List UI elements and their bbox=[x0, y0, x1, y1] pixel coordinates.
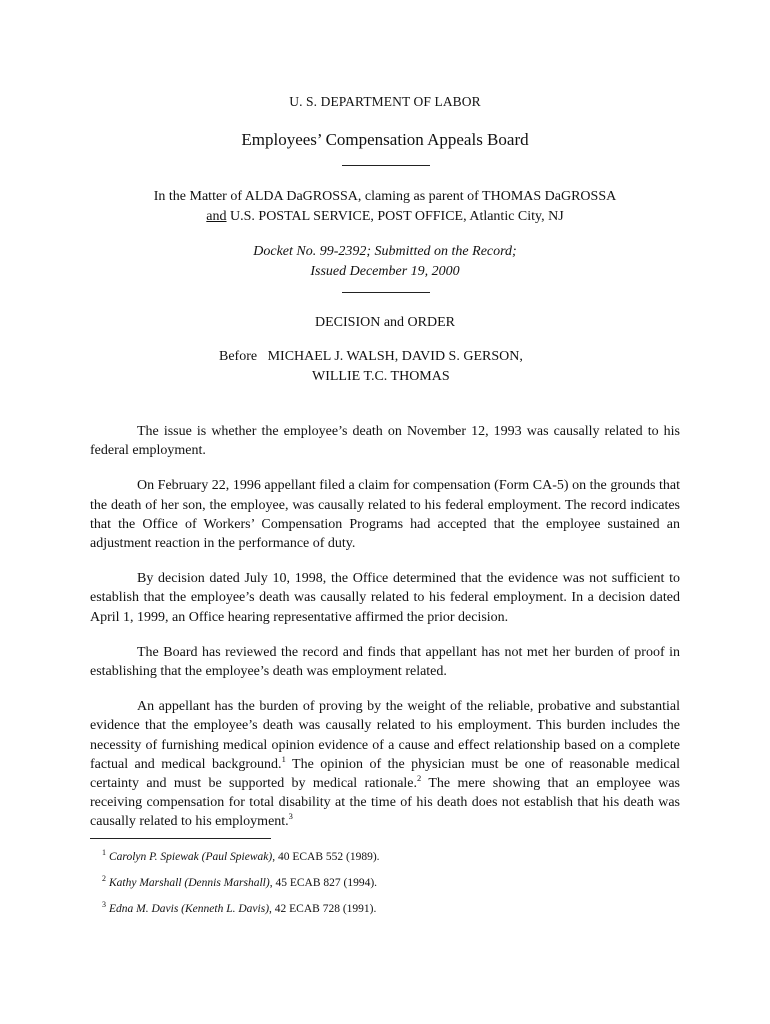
decision-title: DECISION and ORDER bbox=[315, 315, 455, 330]
footnote-ref-3[interactable]: 3 bbox=[288, 811, 293, 822]
footnote-number: 1 bbox=[102, 848, 106, 857]
docket-divider bbox=[342, 292, 430, 293]
footnote-number: 3 bbox=[102, 900, 106, 909]
paragraph-5-part-b: The opinion of the physician must be one of reasonable medical certainty and must be supported by medical rationale. bbox=[90, 756, 680, 792]
paragraph-4: The Board has reviewed the record and finds that appellant has not met her burden of proof in establishing that the employee’s death was employment related. bbox=[90, 644, 680, 680]
matter-line-2-rest: U.S. POSTAL SERVICE, POST OFFICE, Atlantic City, NJ bbox=[226, 209, 564, 224]
paragraph-5-part-a: An appellant has the burden of proving by the weight of the reliable, probative and substantial evidence that the employee’s death was causally related to his employment. This burden includes the necessity of furnishing medical opinion evidence of a cause and effect relationship based on a complete factual and medical background. bbox=[90, 699, 680, 772]
docket-line-1: Docket No. 99-2392; Submitted on the Record; bbox=[253, 244, 517, 259]
paragraph-3: By decision dated July 10, 1998, the Office determined that the evidence was not sufficient to establish that the employee’s death was causally related to his federal employment. In a decision dated April 1, 1999, an Office hearing representative affirmed the prior decision. bbox=[90, 571, 680, 625]
matter-and-word: and bbox=[206, 209, 227, 224]
docket-line-2: Issued December 19, 2000 bbox=[310, 264, 460, 279]
before-line-1: Before MICHAEL J. WALSH, DAVID S. GERSON, bbox=[219, 349, 523, 364]
footnote-number: 2 bbox=[102, 874, 106, 883]
footnote-ref-1[interactable]: 1 bbox=[281, 753, 286, 764]
docket-info bbox=[0, 242, 770, 282]
paragraph-2: On February 22, 1996 appellant filed a claim for compensation (Form CA-5) on the grounds that the death of her son, the employee, was causally related to his federal employment. The record indicates that the Office of Workers’ Compensation Programs had accepted that the employee sustained an adjustment reaction in the performance of duty. bbox=[90, 478, 680, 552]
footnote-2 bbox=[90, 874, 680, 900]
matter-line-1: In the Matter of ALDA DaGROSSA, claming as parent of THOMAS DaGROSSA bbox=[153, 189, 617, 204]
footnote-citation: , 40 ECAB 552 (1989). bbox=[272, 851, 380, 863]
footnote-case-name: Carolyn P. Spiewak (Paul Spiewak) bbox=[109, 851, 273, 863]
footnote-ref-2[interactable]: 2 bbox=[417, 773, 422, 784]
paragraph-1: The issue is whether the employee’s death on November 12, 1993 was causally related to his federal employment. bbox=[90, 424, 680, 459]
matter-line-2 bbox=[0, 207, 770, 227]
footnote-citation: , 45 ECAB 827 (1994). bbox=[269, 877, 378, 889]
paragraph-5 bbox=[90, 697, 680, 831]
footnote-1 bbox=[90, 848, 680, 874]
footnote-citation: , 42 ECAB 728 (1991). bbox=[269, 903, 377, 915]
title-divider bbox=[342, 165, 430, 166]
paragraph-5-part-c: The mere showing that an employee was receiving compensation for total disability at the time of his death does not establish that his death was causally related to his employment. bbox=[90, 776, 680, 830]
footnote-case-name: Edna M. Davis (Kenneth L. Davis) bbox=[109, 903, 270, 915]
footnotes-section bbox=[90, 848, 680, 926]
footnote-case-name: Kathy Marshall (Dennis Marshall) bbox=[109, 877, 270, 889]
footnote-divider bbox=[90, 838, 271, 839]
board-title: Employees’ Compensation Appeals Board bbox=[241, 130, 529, 149]
department-heading: U. S. DEPARTMENT OF LABOR bbox=[289, 94, 481, 109]
decision-body bbox=[90, 422, 680, 848]
before-line-2: WILLIE T.C. THOMAS bbox=[312, 369, 450, 384]
matter-caption bbox=[0, 187, 770, 227]
footnote-3 bbox=[90, 900, 680, 926]
